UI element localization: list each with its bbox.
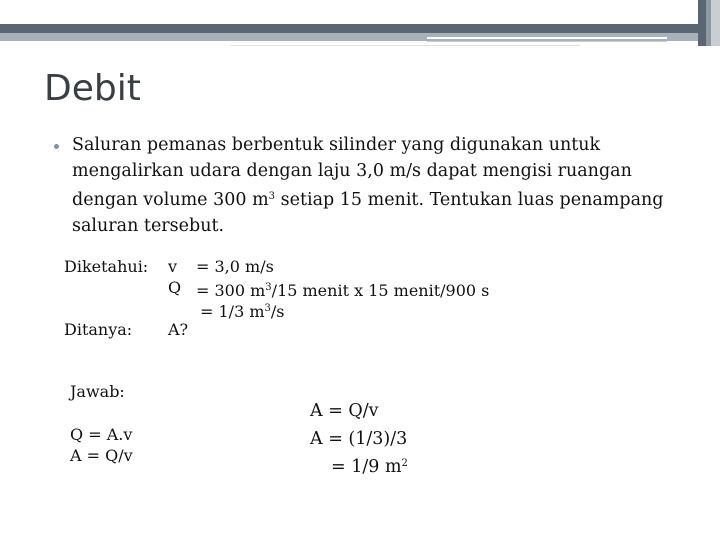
known-q-var: Q [168, 278, 182, 297]
known-q-result: = 1/3 $m^3/s$ [200, 302, 285, 321]
answer-right-line: A = Q/v [310, 401, 379, 421]
problem-statement [72, 132, 692, 239]
statement-line: saluran tersebut. [72, 216, 225, 236]
known-v-var: v [168, 257, 178, 276]
header-accent-line [427, 37, 667, 39]
statement-line: Saluran pemanas berbentuk silinder yang digunakan untuk [72, 135, 601, 155]
header-bar-dark [0, 24, 698, 33]
bullet-icon [54, 144, 59, 149]
asked-label: Ditanya: [64, 320, 133, 339]
answer-label: Jawab: [70, 382, 125, 401]
slide-title: Debit [44, 68, 141, 109]
header-accent-line [427, 41, 667, 42]
corner-bar [711, 0, 720, 46]
answer-left-line: A = Q/v [70, 446, 133, 465]
asked-value: A? [168, 320, 189, 339]
corner-bar [698, 0, 706, 46]
answer-left-line: Q = A.v [70, 425, 133, 444]
known-label: Diketahui: [64, 257, 149, 276]
known-v-value: = 3,0 m/s [196, 257, 274, 276]
statement-line: mengalirkan udara dengan laju 3,0 m/s dapat mengisi ruangan [72, 161, 632, 181]
answer-right-line: = 1/9 $m^2$ [331, 457, 408, 477]
statement-line: dengan volume 300 $m^3$ setiap 15 menit. Tentukan luas penampang [72, 190, 664, 210]
header-accent-line [230, 45, 580, 46]
answer-right-line: A = (1/3)/3 [310, 429, 408, 449]
known-q-value: = 300 $m^3/15$ menit x 15 menit/900 s [196, 281, 490, 300]
